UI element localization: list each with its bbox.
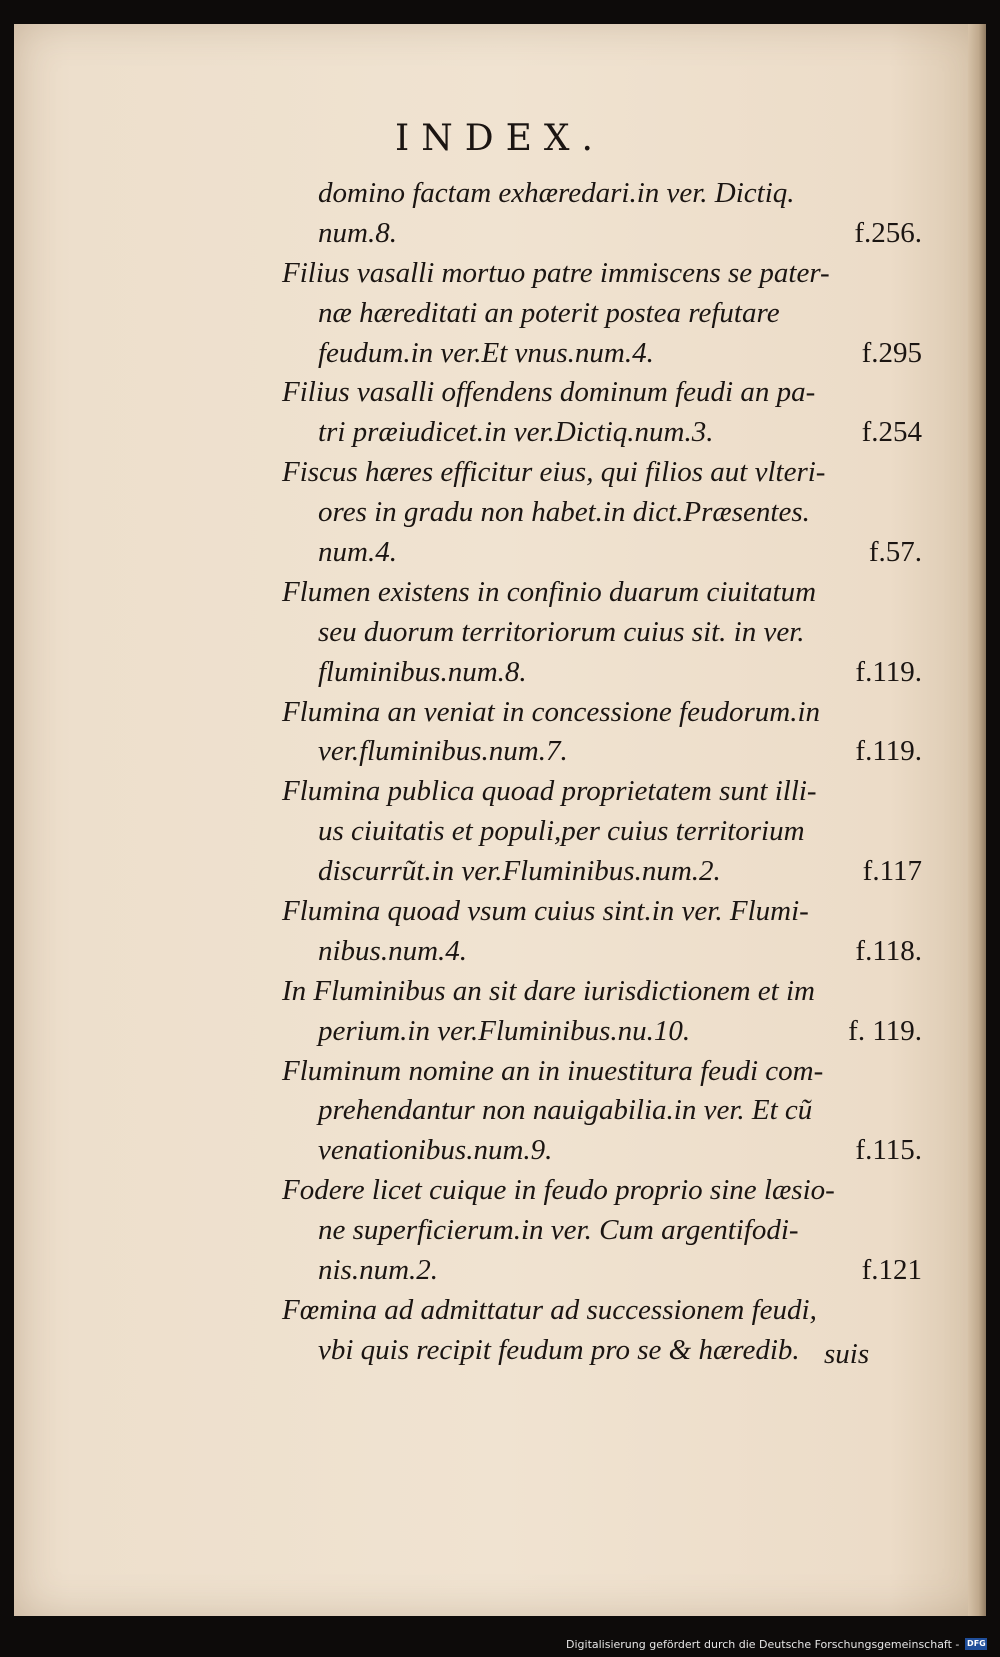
entry-line (282, 653, 922, 693)
entry-text: Filius vasalli offendens dominum feudi an pa- (282, 376, 816, 409)
book-page (14, 24, 986, 1616)
index-entry (282, 254, 922, 374)
running-head: INDEX. (395, 118, 605, 159)
index-entry (282, 972, 922, 1052)
entry-line (282, 1171, 922, 1211)
entry-text: ver.fluminibus.num.7. (318, 735, 568, 768)
entry-text: Filius vasalli mortuo patre immiscens se pater- (282, 256, 830, 289)
catchword: suis (824, 1338, 870, 1370)
entry-line (282, 1291, 922, 1331)
folio-reference: f.256. (854, 216, 922, 249)
entry-line (282, 732, 922, 772)
folio-reference: f.115. (855, 1134, 922, 1167)
footer-text: Digitalisierung gefördert durch die Deutsche Forschungsgemeinschaft - (566, 1637, 960, 1651)
entry-text: nis.num.2. (318, 1254, 439, 1287)
dfg-logo: DFG (967, 1639, 986, 1648)
entry-line (282, 453, 922, 493)
folio-reference: f.121 (861, 1254, 922, 1287)
entry-text: Fiscus hæres efficitur eius, qui filios aut vlteri- (282, 456, 826, 489)
entry-text: venationibus.num.9. (318, 1134, 553, 1167)
entry-text: Flumina publica quoad proprietatem sunt illi- (282, 775, 817, 808)
entry-line (282, 533, 922, 573)
index-entry (282, 373, 922, 453)
entry-text: Fluminum nomine an in inuestitura feudi com- (282, 1054, 824, 1087)
index-entry (282, 772, 922, 892)
index-entry (282, 1052, 922, 1172)
entry-text: vbi quis recipit feudum pro se & hæredib. (318, 1333, 800, 1366)
entry-line (282, 1131, 922, 1171)
entry-text: fluminibus.num.8. (318, 655, 527, 688)
entry-text: Flumina an veniat in concessione feudorum.in (282, 695, 821, 728)
entry-text: perium.in ver.Fluminibus.nu.10. (318, 1014, 691, 1047)
index-entry (282, 573, 922, 693)
entry-text: Flumen existens in confinio duarum ciuitatum (282, 575, 817, 608)
entry-text: nibus.num.4. (318, 934, 468, 967)
entry-line (282, 1251, 922, 1291)
index-entry (282, 174, 922, 254)
entry-text: næ hæreditati an poterit postea refutare (318, 296, 780, 329)
entry-line (282, 373, 922, 413)
folio-reference: f.117 (862, 855, 922, 888)
entry-text: Flumina quoad vsum cuius sint.in ver. Flumi- (282, 895, 809, 928)
entry-line (282, 1012, 922, 1052)
entry-line (282, 693, 922, 733)
folio-reference: f. 119. (848, 1014, 922, 1047)
folio-reference: f.254 (861, 416, 922, 449)
entry-text: num.4. (318, 536, 397, 569)
entry-line (282, 892, 922, 932)
entry-text: ores in gradu non habet.in dict.Præsentes. (318, 496, 810, 529)
entry-text: feudum.in ver.Et vnus.num.4. (318, 336, 654, 369)
entry-line (282, 613, 922, 653)
entry-text: discurrũt.in ver.Fluminibus.num.2. (318, 855, 721, 888)
entry-line (282, 812, 922, 852)
entry-line (282, 972, 922, 1012)
entry-line (282, 254, 922, 294)
entry-text: Fodere licet cuique in feudo proprio sine læsio- (282, 1174, 835, 1207)
page-edge (968, 24, 986, 1616)
entry-text: tri præiudicet.in ver.Dictiq.num.3. (318, 416, 714, 449)
folio-reference: f.118. (855, 934, 922, 967)
footer-credit (566, 1635, 987, 1653)
entry-line (282, 413, 922, 453)
entry-line (282, 772, 922, 812)
folio-reference: f.57. (868, 536, 922, 569)
entry-text: num.8. (318, 216, 397, 249)
entry-line (282, 214, 922, 254)
entry-line (282, 852, 922, 892)
index-entry (282, 1171, 922, 1291)
index-entry (282, 453, 922, 573)
entry-text: Fœmina ad admittatur ad successionem feudi, (282, 1293, 817, 1326)
entry-line (282, 493, 922, 533)
entry-text: In Fluminibus an sit dare iurisdictionem et im (282, 974, 815, 1007)
folio-reference: f.295 (861, 336, 922, 369)
entry-text: domino factam exhæredari.in ver. Dictiq. (318, 177, 795, 209)
entry-line (282, 174, 922, 214)
entry-line (282, 1052, 922, 1092)
entry-line (282, 1091, 922, 1131)
index-entry (282, 693, 922, 773)
entry-text: ne superficierum.in ver. Cum argentifodi- (318, 1214, 799, 1247)
entry-text: us ciuitatis et populi,per cuius territorium (318, 815, 805, 848)
entry-line (282, 573, 922, 613)
folio-reference: f.119. (855, 655, 922, 688)
index-entries (282, 174, 922, 1371)
entry-line (282, 294, 922, 334)
entry-line (282, 932, 922, 972)
entry-line (282, 1211, 922, 1251)
entry-text: seu duorum territoriorum cuius sit. in ver. (318, 615, 805, 648)
folio-reference: f.119. (855, 735, 922, 768)
index-entry (282, 892, 922, 972)
entry-line (282, 334, 922, 374)
entry-text: prehendantur non nauigabilia.in ver. Et cũ (318, 1094, 813, 1127)
